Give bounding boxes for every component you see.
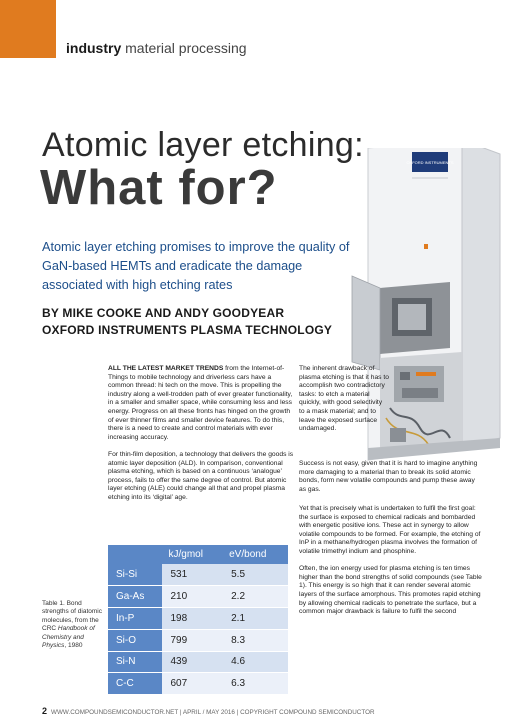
ev-value: 4.6 [223, 651, 288, 673]
table-row [108, 564, 288, 586]
table-caption [42, 600, 102, 650]
kj-value: 210 [162, 586, 223, 608]
body-column-2-top [299, 365, 389, 434]
ev-value: 5.5 [223, 564, 288, 586]
standfirst: Atomic layer etching promises to improve the quality of GaN-based HEMTs and eradicate the damage associated with high etching rates [42, 240, 350, 292]
bond-label: C-C [108, 673, 162, 695]
bond-label: Si-N [108, 651, 162, 673]
bond-strength-table [108, 545, 288, 695]
section-subname: material processing [121, 40, 247, 56]
body-paragraph: Success is not easy, given that it is hard to imagine anything more damaging to a material than to break its solid atomic bonds, form new volatile compounds and pump these away as gas. [299, 460, 478, 493]
title-line-1: Atomic layer etching: [42, 126, 364, 164]
table-header-cell [108, 545, 162, 564]
bond-label: Si-Si [108, 564, 162, 586]
bond-label: Ga-As [108, 586, 162, 608]
kj-value: 439 [162, 651, 223, 673]
table-row [108, 586, 288, 608]
machine-logo-text: OXFORD INSTRUMENTS [406, 160, 454, 165]
table-row [108, 673, 288, 695]
corner-accent-block [0, 0, 56, 58]
page-footer [42, 706, 375, 716]
ev-value: 6.3 [223, 673, 288, 695]
section-name: industry [66, 40, 122, 56]
title-line-2: What for? [40, 161, 278, 215]
caption-tail: , 1980 [64, 642, 83, 650]
kj-value: 799 [162, 629, 223, 651]
table-header-cell: kJ/gmol [162, 545, 223, 564]
table-row [108, 651, 288, 673]
body-text: from the Internet-of-Things to mobile technology and driverless cars have a common thread: hi tech on the move. This is propelling the industry along a well-trodden path of ever greater functionality, in a smaller and smaller space, while consuming less and less energy. Progress on all these fronts has hinged on the growth of ever thinner films and smaller device features. To do this, there is a need to create and control materials with ever increasing accuracy. [108, 365, 293, 441]
byline-authors: BY MIKE COOKE AND ANDY GOODYEAR [42, 306, 285, 320]
ev-value: 2.1 [223, 608, 288, 630]
lead-in: ALL THE LATEST MARKET TRENDS [108, 365, 224, 372]
table-row [108, 608, 288, 630]
page-number: 2 [42, 706, 48, 716]
body-paragraph: Yet that is precisely what is undertaken to fulfil the first goal: the surface is exposed to chemical radicals and bombarded with energetic positive ions. These act in synergy to allow volatile compounds to be formed. For example, the etching of InP in a methane/hydrogen plasma involves the formation of volatile trimethyl indium and phosphine. [299, 505, 481, 555]
byline-affiliation: OXFORD INSTRUMENTS PLASMA TECHNOLOGY [42, 323, 333, 337]
caption-source: Handbook of Chemistry and Physics [42, 625, 95, 650]
kj-value: 198 [162, 608, 223, 630]
ev-value: 8.3 [223, 629, 288, 651]
body-paragraph: For thin-film deposition, a technology that delivers the goods is atomic layer deposition (ALD). In comparison, conventional plasma etching, which is based on a continuous ‘analogue’ process, fails to offer the same degree of control. But atomic layer etching (ALE) could change all that and propel plasma etching into its ‘digital’ age. [108, 450, 294, 501]
table-row [108, 629, 288, 651]
body-column-2-lower [299, 505, 483, 625]
kj-value: 531 [162, 564, 223, 586]
body-text: The inherent drawback of plasma etching is that it has to accomplish two contradictory tasks: to etch a material quickly, with good selectivity to a mask material; and to leave the exposed surface undamaged. [299, 365, 389, 433]
bond-label: Si-O [108, 629, 162, 651]
table-header-cell: eV/bond [223, 545, 288, 564]
body-column-1 [108, 365, 294, 511]
footer-text: WWW.COMPOUNDSEMICONDUCTOR.NET | APRIL / MAY 2016 | COPYRIGHT COMPOUND SEMICONDUCTOR [51, 709, 375, 716]
kj-value: 607 [162, 673, 223, 695]
body-column-2-cont [299, 460, 483, 503]
section-header [66, 40, 247, 56]
caption-text: Table 1. Bond strengths of diatomic molecules, from the CRC [42, 600, 102, 633]
body-paragraph [108, 365, 294, 442]
body-paragraph [299, 365, 389, 434]
bond-label: In-P [108, 608, 162, 630]
body-paragraph: Often, the ion energy used for plasma etching is ten times higher than the bond strengths of solid compounds (see Table 1). This energy is so high that it can render several atomic layers of the surface amorphous. This promotes rapid etching by allowing chemical radicals to penetrate the surface, but a common major drawback is failure to fulfil the second [299, 565, 482, 616]
byline [42, 305, 332, 339]
ev-value: 2.2 [223, 586, 288, 608]
table-header-row [108, 545, 288, 564]
